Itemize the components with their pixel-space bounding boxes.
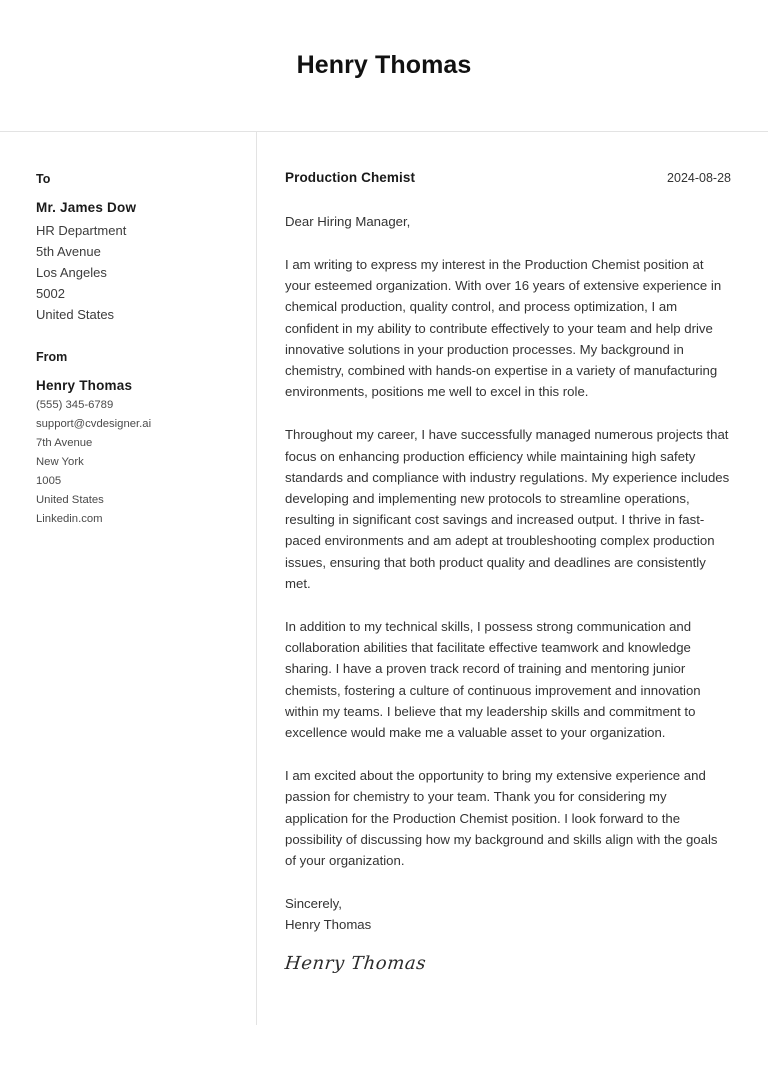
letter-content <box>257 132 768 974</box>
letter-date: 2024-08-28 <box>667 171 731 185</box>
sender-block <box>36 350 230 529</box>
signature: Henry Thomas <box>283 953 428 975</box>
letter-paragraph: I am writing to express my interest in the Production Chemist position at your esteemed organization. With over 16 years of extensive experience in chemical production, quality control, and process optimization, I am confident in my ability to contribute effectively to your team and help drive innovative solutions in your production processes. My background in chemistry, combined with hands-on expertise in a variety of manufacturing environments, positions me well to excel in this role. <box>285 257 722 400</box>
recipient-line: HR Department <box>36 223 127 238</box>
sidebar-contact-panel <box>0 132 257 1025</box>
recipient-line: 5th Avenue <box>36 244 101 259</box>
letter-meta-row <box>285 170 731 185</box>
page-title: Henry Thomas <box>296 51 472 79</box>
salutation: Dear Hiring Manager, <box>285 214 411 229</box>
job-title: Production Chemist <box>285 170 416 185</box>
letter-paragraph: In addition to my technical skills, I possess strong communication and collaboration abilities that facilitate effective teamwork and knowledge sharing. I have a proven track record of training and mentoring junior chemists, fostering a culture of continuous improvement and innovation within my teams. I believe that my leadership skills and commitment to excellence would make me a valuable asset to your organization. <box>285 619 701 741</box>
recipient-label: To <box>36 172 51 186</box>
recipient-name: Mr. James Dow <box>36 200 137 215</box>
recipient-block <box>36 172 230 325</box>
sender-line: 7th Avenue <box>36 437 93 449</box>
document-body <box>0 132 768 1025</box>
letter-paragraph: Throughout my career, I have successfully managed numerous projects that focus on enhancing production efficiency while maintaining high safety standards and compliance with industry regulations. My experience includes developing and implementing new protocols to streamline operations, resulting in significant cost savings and increased output. I thrive in fast-paced environments and am adept at troubleshooting complex production issues, ensuring that both product quality and deadlines are consistently met. <box>285 427 730 591</box>
closing-salutation: Sincerely, <box>285 896 342 912</box>
letter-paragraph: I am excited about the opportunity to bring my extensive experience and passion for chemistry to your team. Thank you for considering my application for the Production Chemist position. I look forward to the possibility of discussing how my background and skills align with the goals of your organization. <box>285 768 718 869</box>
recipient-line: United States <box>36 307 115 322</box>
sender-phone: (555) 345-6789 <box>36 399 114 411</box>
sender-line: 1005 <box>36 475 62 487</box>
sender-name: Henry Thomas <box>36 378 133 393</box>
sender-line: New York <box>36 456 84 468</box>
sender-email: support@cvdesigner.ai <box>36 418 152 430</box>
sender-label: From <box>36 350 68 364</box>
sender-website: Linkedin.com <box>36 513 103 525</box>
document-header <box>0 0 768 132</box>
recipient-line: Los Angeles <box>36 265 107 280</box>
sender-line: United States <box>36 494 104 506</box>
recipient-line: 5002 <box>36 286 65 301</box>
closing-name: Henry Thomas <box>285 917 372 933</box>
